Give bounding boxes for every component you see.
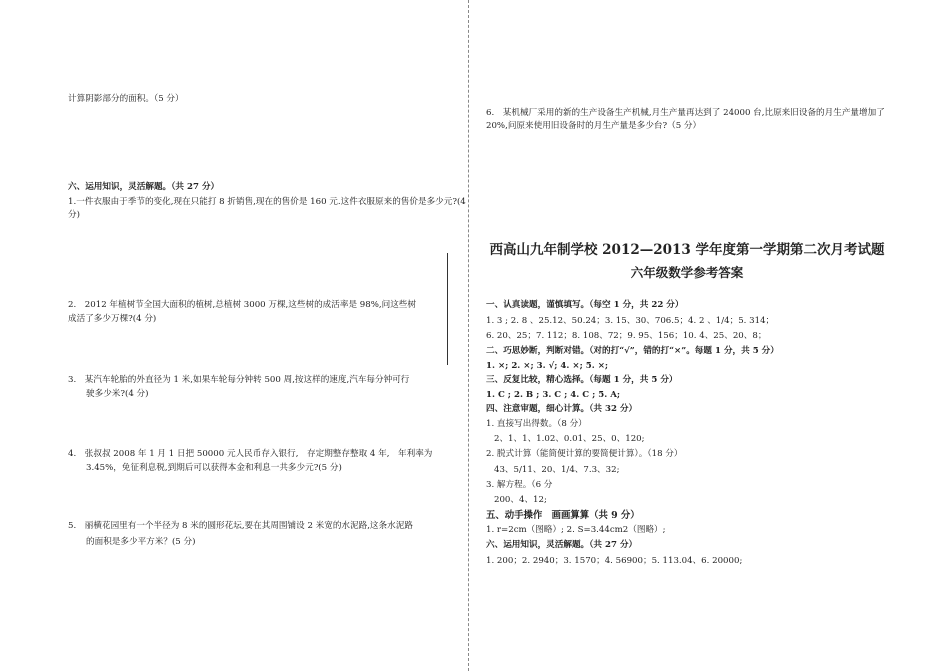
section5-heading: 五、动手操作 画画算算（共 9 分） <box>486 510 640 521</box>
answer-key-title: 西高山九年制学校 2012—2013 学年度第一学期第二次月考试题 <box>489 242 885 258</box>
question-5-line2: 的面积是多少平方米？(5 分) <box>86 537 196 547</box>
question-3-line2: 驶多少米?(4 分) <box>86 389 149 399</box>
question-2-line2: 成活了多少万棵?(4 分) <box>68 314 157 324</box>
section6-heading-right: 六、运用知识，灵活解题。（共 27 分） <box>486 540 638 550</box>
section4-heading: 四、注意审题，细心计算。（共 32 分） <box>486 404 638 414</box>
section4-item1: 1. 直接写出得数。（8 分） <box>486 419 587 429</box>
section3-heading: 三、反复比较，精心选择。（每题 1 分，共 5 分） <box>486 375 678 385</box>
section1-heading: 一、认真读题，谨慎填写。（每空 1 分，共 22 分） <box>486 300 684 310</box>
question-6: 6. 某机械厂采用的新的生产设备生产机械,月生产量再达到了 24000 台,比原来旧设备的月生产量增加了 20%,问原来使用旧设备时的月生产量是多少台?（5 分） <box>486 108 885 131</box>
section6-answers: 1. 200；2. 2940；3. 1570；4. 56900；5. 113.04、6. 20000; <box>486 556 743 566</box>
section4-item1-answers: 2、1、1、1.02、0.01、25、0、120; <box>494 434 645 444</box>
section1-answers-line1: 1. 3 ; 2. 8 、25.12、50.24；3. 15、30、706.5；4. 2 、1/4；5. 314； <box>486 316 775 326</box>
section4-item3: 3. 解方程。（6 分 <box>486 480 553 490</box>
section4-item2: 2. 脱式计算（能简便计算的要简便计算）。（18 分） <box>486 449 683 459</box>
question-4-line2: 3.45%，免征利息税,到期后可以获得本金和利息一共多少元?(5 分) <box>86 463 342 473</box>
section3-answers: 1. C ; 2. B ; 3. C ; 4. C ; 5. A; <box>486 390 621 400</box>
section4-item2-answers: 43、5/11、20、1/4、7.3、32; <box>494 465 620 475</box>
question-5-line1: 5. 丽横花园里有一个半径为 8 米的圆形花坛,要在其周围铺设 2 米宽的水泥路,这条水泥路 <box>68 521 413 531</box>
question-1: 1.一件衣服由于季节的变化,现在只能打 8 折销售,现在的售价是 160 元.这件衣服原来的售价是多少元?(4 分) <box>68 197 466 220</box>
question-4-line1: 4. 张叔叔 2008 年 1 月 1 日把 50000 元人民币存入银行, 存定期整存整取 4 年, 年利率为 <box>68 449 433 459</box>
section1-answers-line2: 6. 20、25；7. 112；8. 108、72；9. 95、156；10. 4、25、20、8； <box>486 331 767 341</box>
question-3-line1: 3. 某汽车轮胎的外直径为 1 米,如果车轮每分钟转 500 周,按这样的速度,汽车每分钟可行 <box>68 375 410 385</box>
answer-key-subtitle: 六年级数学参考答案 <box>630 265 744 280</box>
question-2-line1: 2. 2012 年植树节全国大面积的植树,总植树 3000 万棵,这些树的成活率是 98%,问这些树 <box>68 300 416 310</box>
section4-item3-answers: 200、4、12; <box>494 495 547 505</box>
shaded-area-question: 计算阴影部分的面积。（5 分） <box>68 94 184 104</box>
page-fold-divider <box>468 0 469 671</box>
section5-answers: 1. r=2cm（图略）; 2. S=3.44cm2（图略）; <box>486 525 666 535</box>
section2-heading: 二、巧思妙断，判断对错。（对的打“√”，错的打“×”。每题 1 分，共 5 分） <box>486 346 779 356</box>
section6-heading-left: 六、运用知识，灵活解题。（共 27 分） <box>68 182 220 192</box>
section2-answers: 1. ×; 2. ×; 3. √; 4. ×; 5. ×; <box>486 361 609 371</box>
vertical-rule <box>447 253 448 365</box>
